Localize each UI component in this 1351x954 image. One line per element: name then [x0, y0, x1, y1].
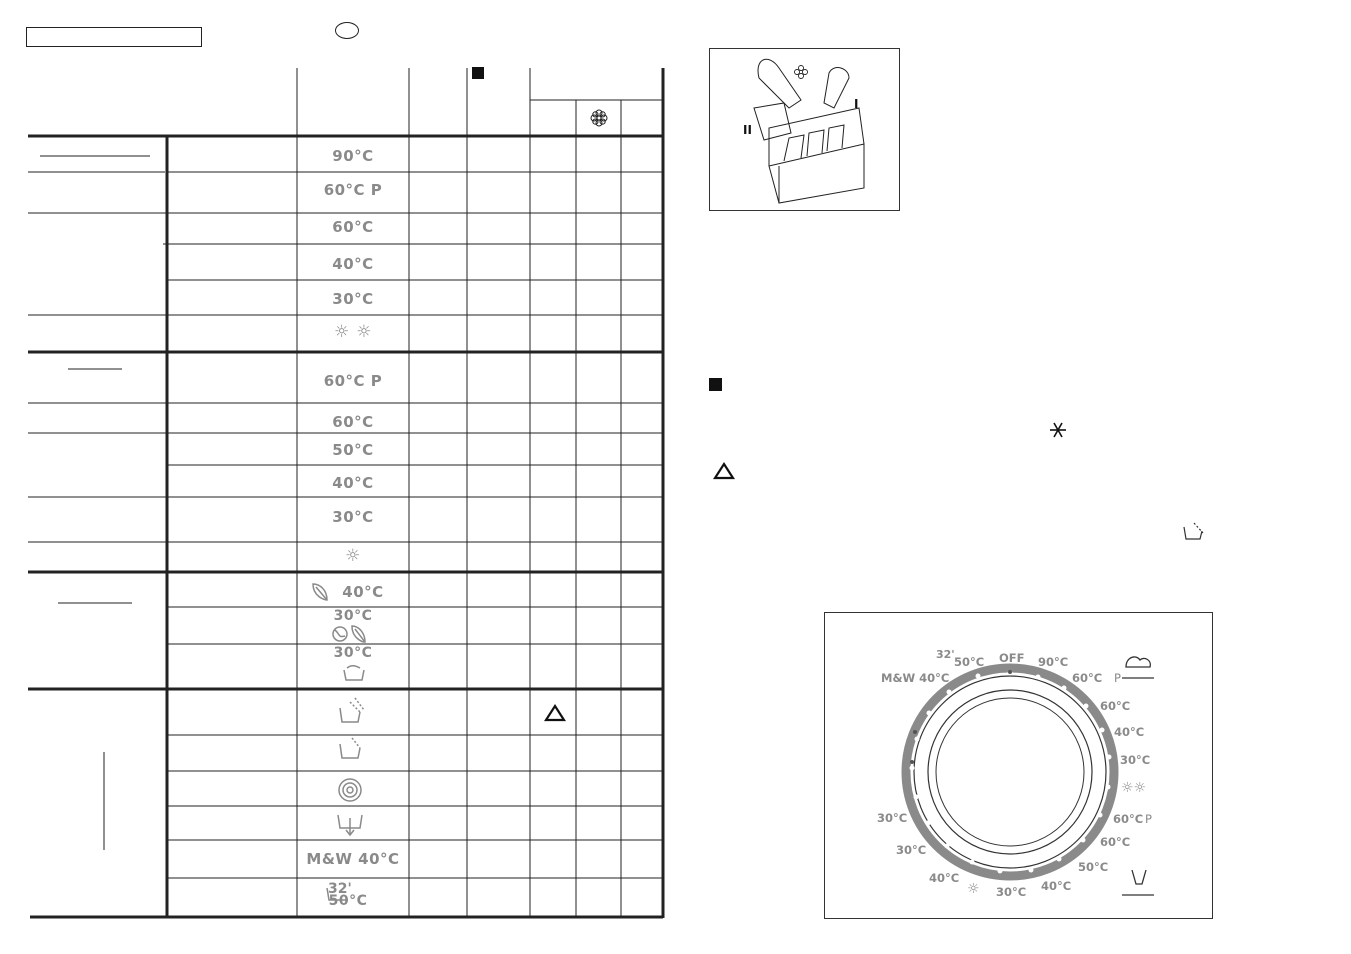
dial-label: M&W 40°C [881, 671, 950, 685]
dial-label: 60°C [1072, 671, 1103, 685]
filter-icon [1132, 870, 1146, 884]
dial-label: 50°C [1078, 860, 1109, 874]
dial-label: 30°C [996, 885, 1027, 899]
dial-label: 60°C [1113, 812, 1144, 826]
dial-label: 40°C [929, 871, 960, 885]
row-temp: 60°C P [323, 181, 383, 199]
warning-triangle-icon [715, 464, 733, 478]
row-temp: M&W 40°C [306, 850, 400, 868]
row-temp: 30°C [333, 608, 373, 624]
snowflake-icon [1050, 423, 1066, 437]
dial-label: P [1145, 812, 1152, 826]
row-temp: 30°C [332, 290, 374, 308]
notes-symbols [706, 375, 1226, 550]
dial-ring [906, 668, 1114, 876]
quick-tub-icon [327, 888, 348, 900]
rinse-icon [1184, 523, 1203, 539]
label-I: I [854, 97, 859, 111]
row-temp: 90°C [332, 147, 374, 165]
row-temp: 60°C [332, 413, 374, 431]
leaf-icon [313, 584, 327, 600]
dial-label: 90°C [1038, 655, 1069, 669]
dial-label: 60°C [1100, 835, 1131, 849]
row-temp: 30°C [333, 645, 373, 661]
flower-icon [795, 66, 808, 79]
drain-icon [338, 815, 362, 835]
rinse-icon-2 [340, 738, 360, 758]
wool-icon [333, 627, 347, 641]
bullet-square-icon [709, 378, 722, 391]
handwash-icon [344, 666, 364, 680]
spin-icon [339, 779, 361, 801]
dial-label: 40°C [1041, 879, 1072, 893]
dial-label: 32' [936, 648, 955, 661]
leaf-icon [352, 626, 365, 642]
row-time: 32' [328, 881, 352, 897]
row-temp: 30°C [332, 508, 374, 526]
dial-label: 40°C [1114, 725, 1145, 739]
cloud-icon [1126, 657, 1150, 667]
dial-label: P [1114, 671, 1121, 685]
dial-label: 30°C [896, 843, 927, 857]
row-temp: 50°C [328, 893, 368, 909]
rinse-icon [340, 698, 364, 722]
row-temp: 60°C [332, 218, 374, 236]
flower-icon [591, 110, 607, 126]
row-temp: 40°C [332, 474, 374, 492]
row-temp-sun: ☼ [345, 546, 361, 566]
row-temp: 40°C [342, 583, 384, 601]
table-icons [300, 570, 410, 920]
dial-sun-sun: ☼☼ [1121, 780, 1147, 796]
dial-label: 30°C [1120, 753, 1151, 767]
row-temp: 50°C [332, 441, 374, 459]
dial-label-off: OFF [999, 651, 1025, 665]
row-temp: 40°C [332, 255, 374, 273]
row-temp-sun: ☼ ☼ [334, 322, 372, 342]
dial-label: 50°C [954, 655, 985, 669]
dial-label: 60°C [1100, 699, 1131, 713]
label-II: II [743, 123, 752, 137]
dial-sun: ☼ [967, 881, 980, 897]
dial-label: 30°C [877, 811, 908, 825]
row-temp: 60°C P [323, 372, 383, 390]
dispenser-illustration [709, 48, 900, 211]
header-square-icon [472, 67, 484, 79]
warning-triangle-icon [546, 706, 564, 720]
